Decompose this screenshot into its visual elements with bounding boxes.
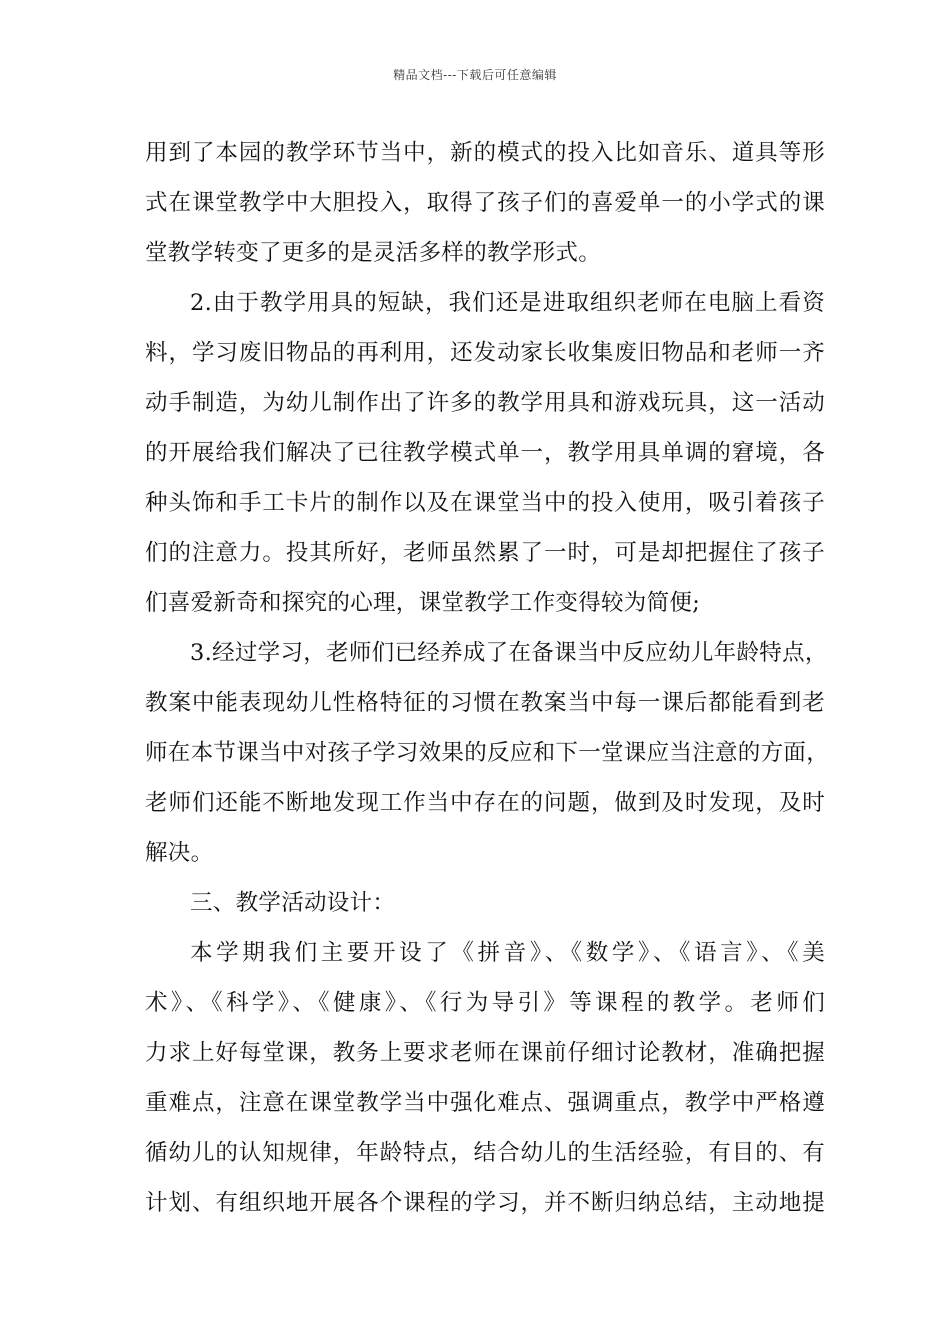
- paragraph-line: 式在课堂教学中大胆投入，取得了孩子们的喜爱单一的小学式的课: [145, 190, 825, 216]
- paragraph-line: 料，学习废旧物品的再利用，还发动家长收集废旧物品和老师一齐: [145, 340, 825, 366]
- paragraph-line: 解决。: [145, 840, 214, 866]
- paragraph-line: 3.经过学习，老师们已经养成了在备课当中反应幼儿年龄特点，: [190, 640, 828, 666]
- paragraph-line: 动手制造，为幼儿制作出了许多的教学用具和游戏玩具，这一活动: [145, 390, 825, 416]
- paragraph-line: 重难点，注意在课堂教学当中强化难点、强调重点，教学中严格遵: [145, 1090, 825, 1116]
- paragraph-line: 力求上好每堂课，教务上要求老师在课前仔细讨论教材，准确把握: [145, 1040, 825, 1066]
- paragraph-line: 计划、有组织地开展各个课程的学习，并不断归纳总结，主动地提: [145, 1190, 825, 1216]
- paragraph-line: 们的注意力。投其所好，老师虽然累了一时，可是却把握住了孩子: [145, 540, 825, 566]
- paragraph-line: 用到了本园的教学环节当中，新的模式的投入比如音乐、道具等形: [145, 140, 825, 166]
- paragraph-line: 本学期我们主要开设了《拼音》、《数学》、《语言》、《美: [190, 940, 825, 966]
- paragraph-line: 老师们还能不断地发现工作当中存在的问题，做到及时发现，及时: [145, 790, 825, 816]
- paragraph-line: 堂教学转变了更多的是灵活多样的教学形式。: [145, 240, 602, 266]
- paragraph-line: 师在本节课当中对孩子学习效果的反应和下一堂课应当注意的方面，: [145, 740, 830, 766]
- paragraph-line: 2.由于教学用具的短缺，我们还是进取组织老师在电脑上看资: [190, 290, 825, 316]
- paragraph-line: 术》、《科学》、《健康》、《行为导引》等课程的教学。老师们: [145, 990, 825, 1016]
- paragraph-line: 种头饰和手工卡片的制作以及在课堂当中的投入使用，吸引着孩子: [145, 490, 825, 516]
- paragraph-line: 们喜爱新奇和探究的心理，课堂教学工作变得较为简便;: [145, 590, 701, 616]
- paragraph-line: 的开展给我们解决了已往教学模式单一，教学用具单调的窘境，各: [145, 440, 825, 466]
- paragraph-line: 教案中能表现幼儿性格特征的习惯在教案当中每一课后都能看到老: [145, 690, 825, 716]
- paragraph-line: 循幼儿的认知规律，年龄特点，结合幼儿的生活经验，有目的、有: [145, 1140, 825, 1166]
- page-header: 精品文档---下载后可任意编辑: [393, 68, 557, 82]
- section-heading: 三、教学活动设计：: [190, 890, 396, 916]
